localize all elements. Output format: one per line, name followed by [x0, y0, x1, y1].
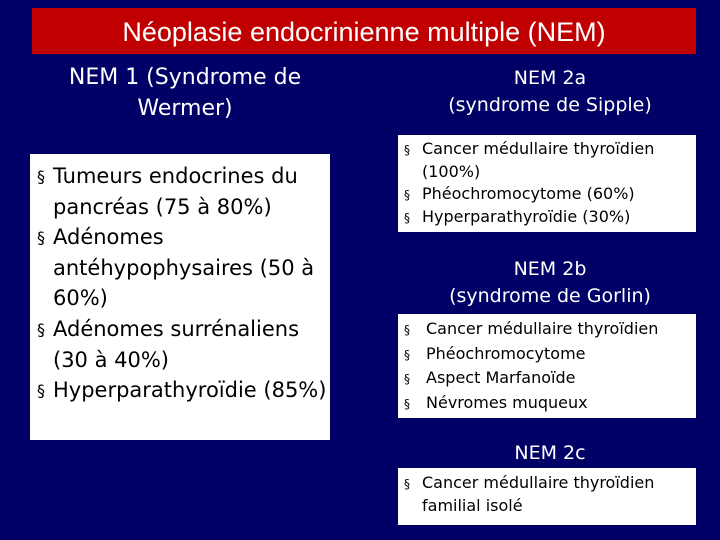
- nem1-list: [37, 161, 330, 406]
- list-item-text: Adénomes antéhypophysaires (50 à 60%): [53, 225, 315, 311]
- list-item: [37, 375, 330, 406]
- list-item: [37, 161, 330, 222]
- list-item: [404, 472, 696, 517]
- nem2b-box: [398, 314, 696, 418]
- list-item: [404, 317, 696, 342]
- list-item-text: Aspect Marfanoïde: [426, 368, 576, 388]
- bullet-icon: §: [404, 477, 410, 491]
- list-item-text: Hyperparathyroïdie (85%): [53, 378, 327, 403]
- list-item: [37, 222, 330, 314]
- bullet-icon: §: [404, 396, 410, 411]
- nem2b-heading-line1: NEM 2b: [513, 258, 587, 280]
- bullet-icon: §: [404, 372, 410, 387]
- slide-title: Néoplasie endocrinienne multiple (NEM): [32, 8, 696, 54]
- bullet-icon: §: [404, 323, 410, 337]
- bullet-icon: §: [404, 347, 410, 362]
- list-item: [404, 183, 696, 206]
- nem2a-box: [398, 135, 696, 232]
- nem1-heading-line2: Wermer): [137, 96, 233, 121]
- list-item-text: Tumeurs endocrines du pancréas (75 à 80%): [53, 164, 298, 219]
- bullet-icon: §: [37, 319, 45, 339]
- list-item: [404, 206, 696, 229]
- list-item: [37, 314, 330, 375]
- list-item-text: Adénomes surrénaliens (30 à 40%): [53, 316, 300, 372]
- nem2a-heading: [395, 65, 705, 119]
- nem2c-box: [398, 468, 696, 525]
- nem2c-list: [404, 472, 696, 517]
- nem2c-heading: NEM 2c: [514, 442, 586, 464]
- bullet-icon: §: [37, 381, 45, 401]
- nem2a-heading-line1: NEM 2a: [513, 67, 587, 89]
- bullet-icon: §: [37, 228, 45, 248]
- list-item-text: Névromes muqueux: [426, 392, 588, 412]
- nem1-heading: [40, 62, 330, 124]
- list-item-text: Cancer médullaire thyroïdien: [426, 319, 659, 338]
- list-item: [404, 138, 696, 183]
- list-item-text: Hyperparathyroïdie (30%): [422, 206, 631, 226]
- bullet-icon: §: [404, 188, 410, 202]
- nem2b-list: [404, 317, 696, 415]
- bullet-icon: §: [404, 143, 410, 157]
- nem2b-heading: [395, 256, 705, 310]
- nem1-box: [30, 154, 330, 440]
- nem2b-heading-line2: (syndrome de Gorlin): [449, 285, 651, 307]
- list-item-text: Cancer médullaire thyroïdien (100%): [422, 139, 655, 181]
- list-item: [404, 391, 696, 416]
- nem2a-list: [404, 138, 696, 228]
- bullet-icon: §: [37, 167, 45, 186]
- bullet-icon: §: [404, 210, 410, 225]
- nem2a-heading-line2: (syndrome de Sipple): [448, 94, 652, 116]
- list-item-text: Phéochromocytome (60%): [422, 184, 635, 203]
- list-item-text: Phéochromocytome: [426, 343, 586, 363]
- list-item-text: Cancer médullaire thyroïdien familial isolé: [422, 473, 655, 515]
- list-item: [404, 342, 696, 367]
- nem1-heading-line1: NEM 1 (Syndrome de: [68, 65, 302, 90]
- list-item: [404, 366, 696, 391]
